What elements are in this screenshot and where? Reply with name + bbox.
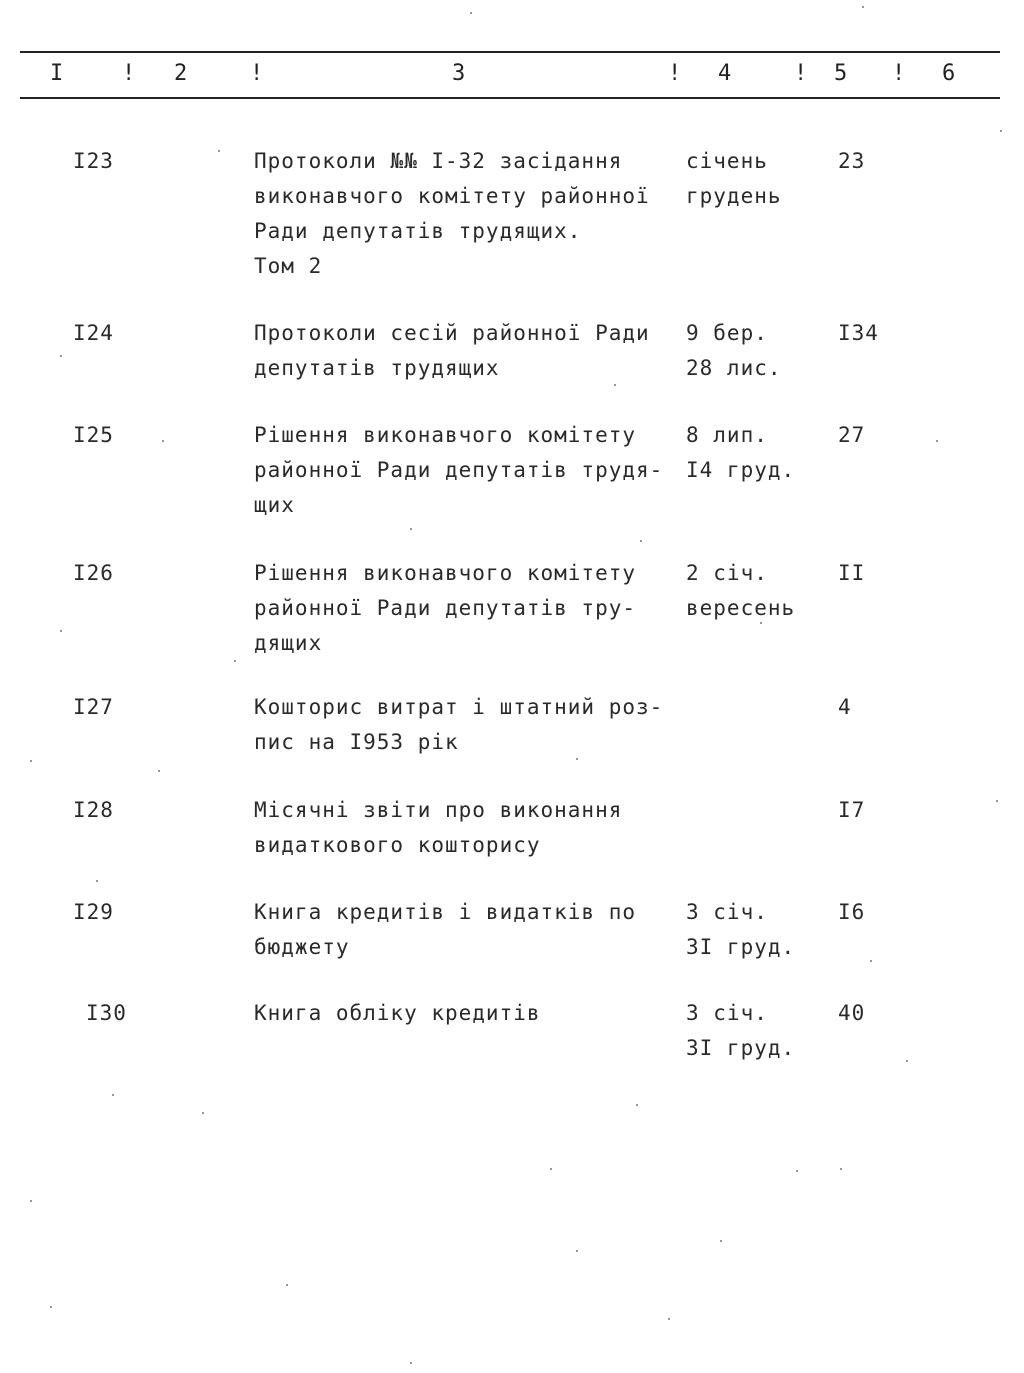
paper-speck	[218, 150, 220, 152]
paper-speck	[996, 800, 998, 802]
file-number: I24	[73, 321, 114, 345]
file-dates	[686, 556, 816, 626]
file-date-line: січень	[686, 149, 768, 173]
paper-speck	[30, 1200, 32, 1202]
paper-speck	[796, 1170, 798, 1172]
paper-speck	[30, 760, 32, 762]
file-date-line: 3I груд.	[686, 1036, 796, 1060]
paper-speck	[870, 960, 872, 962]
file-number: I25	[73, 423, 114, 447]
file-dates	[686, 895, 816, 965]
file-title-line: дящих	[254, 631, 323, 655]
paper-speck	[234, 660, 236, 662]
file-title	[254, 418, 674, 523]
header-separator: !	[794, 61, 808, 86]
paper-speck	[60, 630, 62, 632]
file-date-line: 3 січ.	[686, 1001, 768, 1025]
file-title-line: Місячні звіти про виконання	[254, 798, 623, 822]
file-title-line: депутатів трудящих	[254, 356, 500, 380]
paper-speck	[668, 1318, 670, 1320]
file-title-line: видаткового кошторису	[254, 833, 541, 857]
file-date-line: 3 січ.	[686, 900, 768, 924]
paper-speck	[162, 440, 164, 442]
paper-speck	[862, 6, 864, 8]
paper-speck	[760, 622, 762, 624]
file-title-line: Книга обліку кредитів	[254, 1001, 541, 1025]
paper-speck	[840, 1168, 842, 1170]
file-number: I27	[73, 695, 114, 719]
paper-speck	[576, 1250, 578, 1252]
sheet-count: 4	[838, 695, 852, 719]
header-col-5: 5	[834, 61, 848, 86]
file-dates	[686, 144, 816, 214]
header-top-rule	[20, 51, 1000, 53]
file-title-line: виконавчого комітету районної	[254, 184, 650, 208]
file-dates	[686, 996, 816, 1066]
paper-speck	[1000, 130, 1002, 132]
file-title-line: Кошторис витрат і штатний роз-	[254, 695, 664, 719]
file-date-line: грудень	[686, 184, 782, 208]
paper-speck	[550, 1168, 552, 1170]
file-number: I23	[73, 149, 114, 173]
file-title	[254, 895, 674, 965]
file-date-line: вересень	[686, 596, 796, 620]
file-dates	[686, 316, 816, 386]
file-date-line: 8 лип.	[686, 423, 768, 447]
file-title-line: Книга кредитів і видатків по	[254, 900, 637, 924]
file-title-line: Рішення виконавчого комітету	[254, 561, 637, 585]
file-title-line: Ради депутатів трудящих.	[254, 219, 582, 243]
sheet-count: 40	[838, 1001, 866, 1025]
paper-speck	[576, 758, 578, 760]
file-title	[254, 316, 674, 386]
file-number: I26	[73, 561, 114, 585]
paper-speck	[96, 880, 98, 882]
file-title	[254, 556, 674, 661]
file-title-line: Рішення виконавчого комітету	[254, 423, 637, 447]
file-number: I30	[86, 1001, 127, 1025]
header-col-4: 4	[718, 61, 732, 86]
header-col-2: 2	[174, 61, 188, 86]
header-separator: !	[250, 61, 264, 86]
file-title-line: пис на I953 рік	[254, 730, 459, 754]
file-title	[254, 144, 674, 284]
file-title-line: районної Ради депутатів трудя-	[254, 458, 664, 482]
paper-speck	[906, 1060, 908, 1062]
paper-speck	[410, 1362, 412, 1364]
header-separator: !	[892, 61, 906, 86]
file-title-line: бюджету	[254, 935, 350, 959]
file-title	[254, 996, 674, 1031]
file-title-line: районної Ради депутатів тру-	[254, 596, 637, 620]
paper-speck	[720, 1240, 722, 1242]
file-date-line: 9 бер.	[686, 321, 768, 345]
header-bottom-rule	[20, 97, 1000, 99]
sheet-count: 23	[838, 149, 866, 173]
file-date-line: I4 груд.	[686, 458, 796, 482]
file-date-line: 2 січ.	[686, 561, 768, 585]
paper-speck	[158, 770, 160, 772]
header-separator: !	[122, 61, 136, 86]
sheet-count: I34	[838, 321, 879, 345]
file-title-line: щих	[254, 493, 295, 517]
sheet-count: II	[838, 561, 866, 585]
sheet-count: I6	[838, 900, 866, 924]
paper-speck	[60, 355, 62, 357]
header-col-1: I	[50, 61, 64, 86]
sheet-count: 27	[838, 423, 866, 447]
paper-speck	[640, 540, 642, 542]
paper-speck	[936, 440, 938, 442]
paper-speck	[636, 1104, 638, 1106]
sheet-count: I7	[838, 798, 866, 822]
paper-speck	[112, 1094, 114, 1096]
paper-speck	[470, 12, 472, 14]
paper-speck	[202, 1112, 204, 1114]
header-col-3: 3	[452, 61, 466, 86]
file-title-line: Протоколи №№ I-32 засідання	[254, 149, 623, 173]
file-number: I29	[73, 900, 114, 924]
file-date-line: 3I груд.	[686, 935, 796, 959]
file-title	[254, 690, 674, 760]
file-dates	[686, 418, 816, 488]
file-title	[254, 793, 674, 863]
file-title-line: Протоколи сесій районної Ради	[254, 321, 650, 345]
header-separator: !	[668, 61, 682, 86]
file-title-line: Том 2	[254, 254, 323, 278]
paper-speck	[410, 528, 412, 530]
file-date-line: 28 лис.	[686, 356, 782, 380]
paper-speck	[286, 1284, 288, 1286]
paper-speck	[50, 1306, 52, 1308]
header-col-6: 6	[942, 61, 956, 86]
paper-speck	[614, 384, 616, 386]
file-number: I28	[73, 798, 114, 822]
